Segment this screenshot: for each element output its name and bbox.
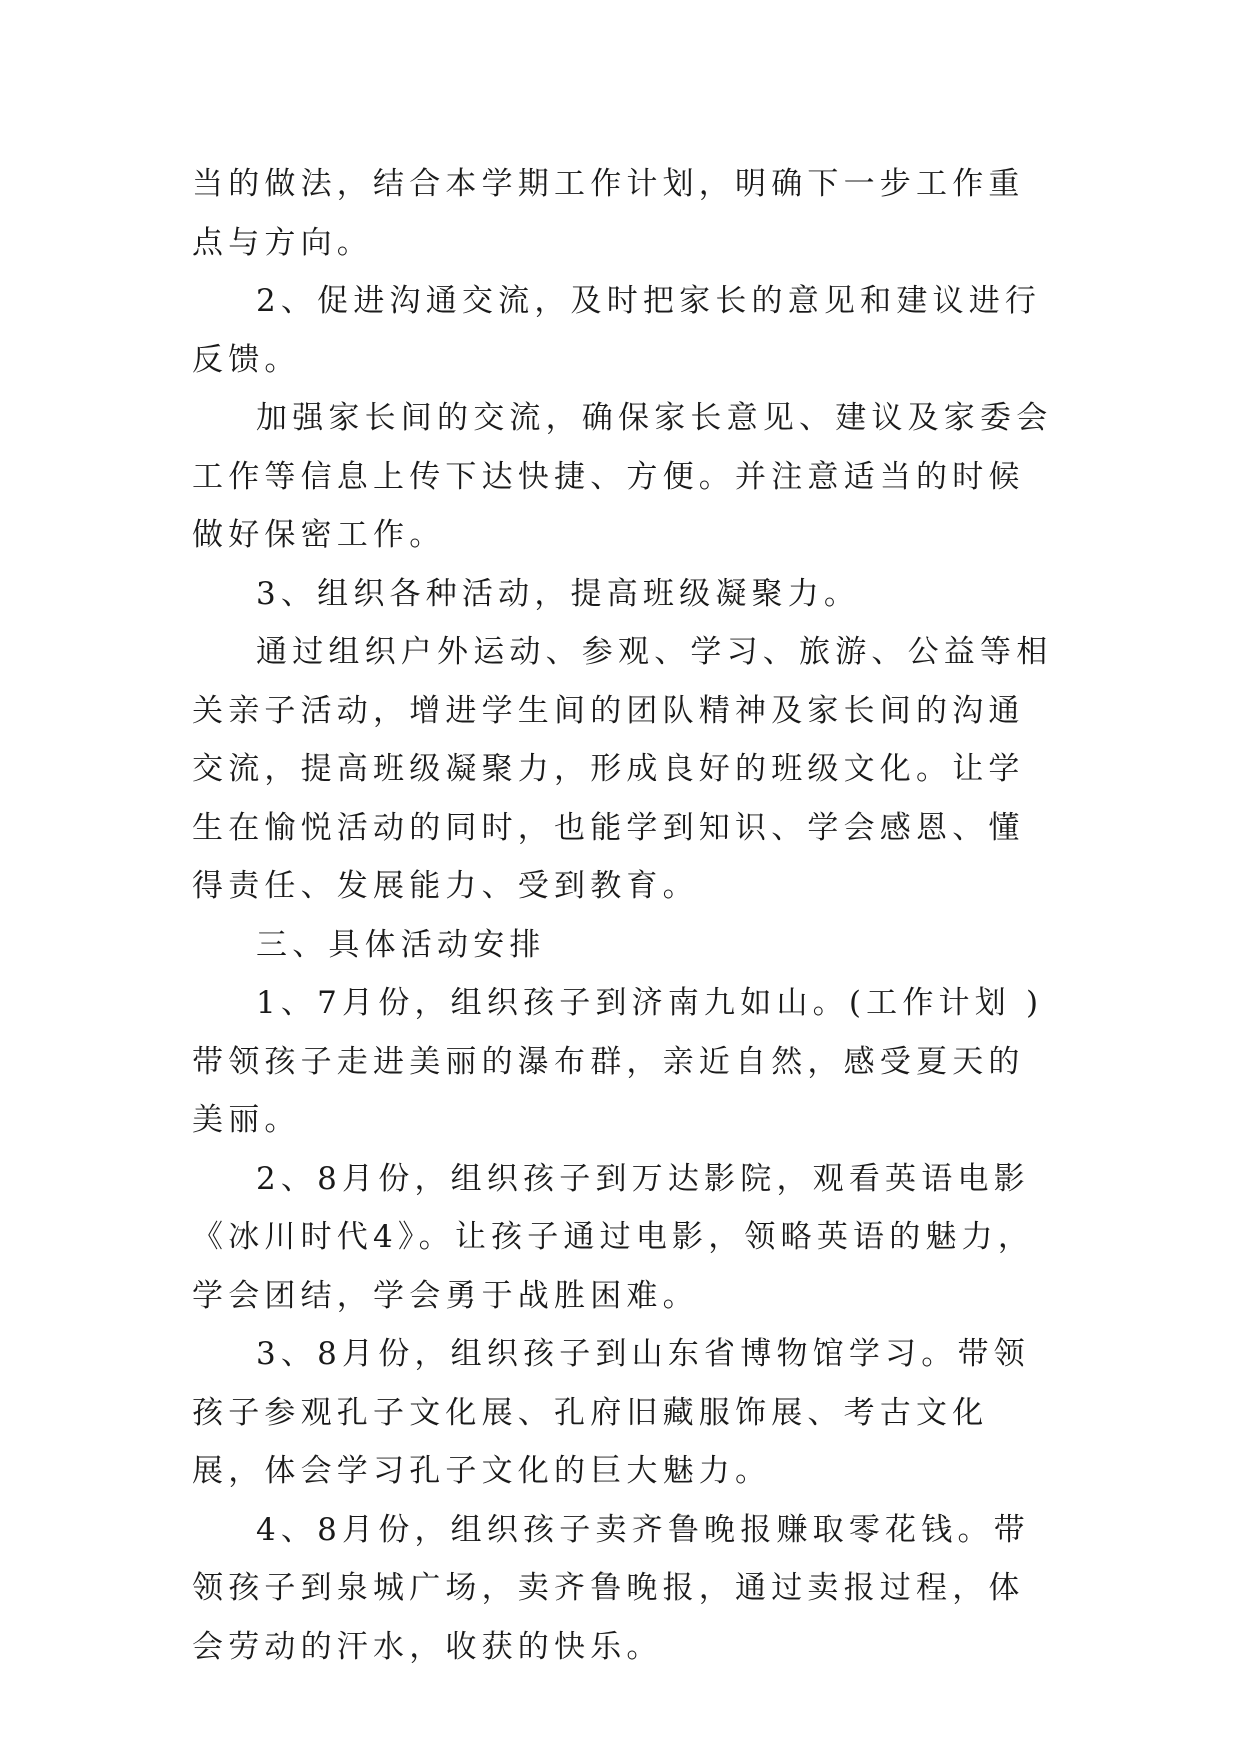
paragraph-continuation: 当的做法，结合本学期工作计划，明确下一步工作重点与方向。 [192,166,1025,261]
paragraph-activity-2: 2、8月份，组织孩子到万达影院，观看英语电影《冰川时代4》。让孩子通过电影，领略英语的魅力，学会团结，学会勇于战胜困难。 [192,1160,1035,1314]
paragraph-item-2-heading: 2、促进沟通交流，及时把家长的意见和建议进行反馈。 [192,283,1042,378]
paragraph-activity-1: 1、7月份，组织孩子到济南九如山。(工作计划 )带领孩子走进美丽的瀑布群，亲近自然，感受夏天的美丽。 [192,985,1044,1138]
document-body [192,155,1058,1676]
paragraph-item-3-heading: 3、组织各种活动，提高班级凝聚力。 [256,575,861,612]
paragraph-item-2-body: 加强家长间的交流，确保家长意见、建议及家委会工作等信息上传下达快捷、方便。并注意适当的时候做好保密工作。 [192,400,1053,553]
paragraph-activity-4: 4、8月份，组织孩子卖齐鲁晚报赚取零花钱。带领孩子到泉城广场，卖齐鲁晚报，通过卖报过程，体会劳动的汗水，收获的快乐。 [192,1511,1030,1665]
section-heading-activities: 三、具体活动安排 [256,926,546,963]
paragraph-activity-3: 3、8月份，组织孩子到山东省博物馆学习。带领孩子参观孔子文化展、孔府旧藏服饰展、考古文化展，体会学习孔子文化的巨大魅力。 [192,1336,1030,1489]
paragraph-item-3-body: 通过组织户外运动、参观、学习、旅游、公益等相关亲子活动，增进学生间的团队精神及家长间的沟通交流，提高班级凝聚力，形成良好的班级文化。让学生在愉悦活动的同时，也能学到知识、学会感恩、懂得责任、发展能力、受到教育。 [192,634,1053,904]
